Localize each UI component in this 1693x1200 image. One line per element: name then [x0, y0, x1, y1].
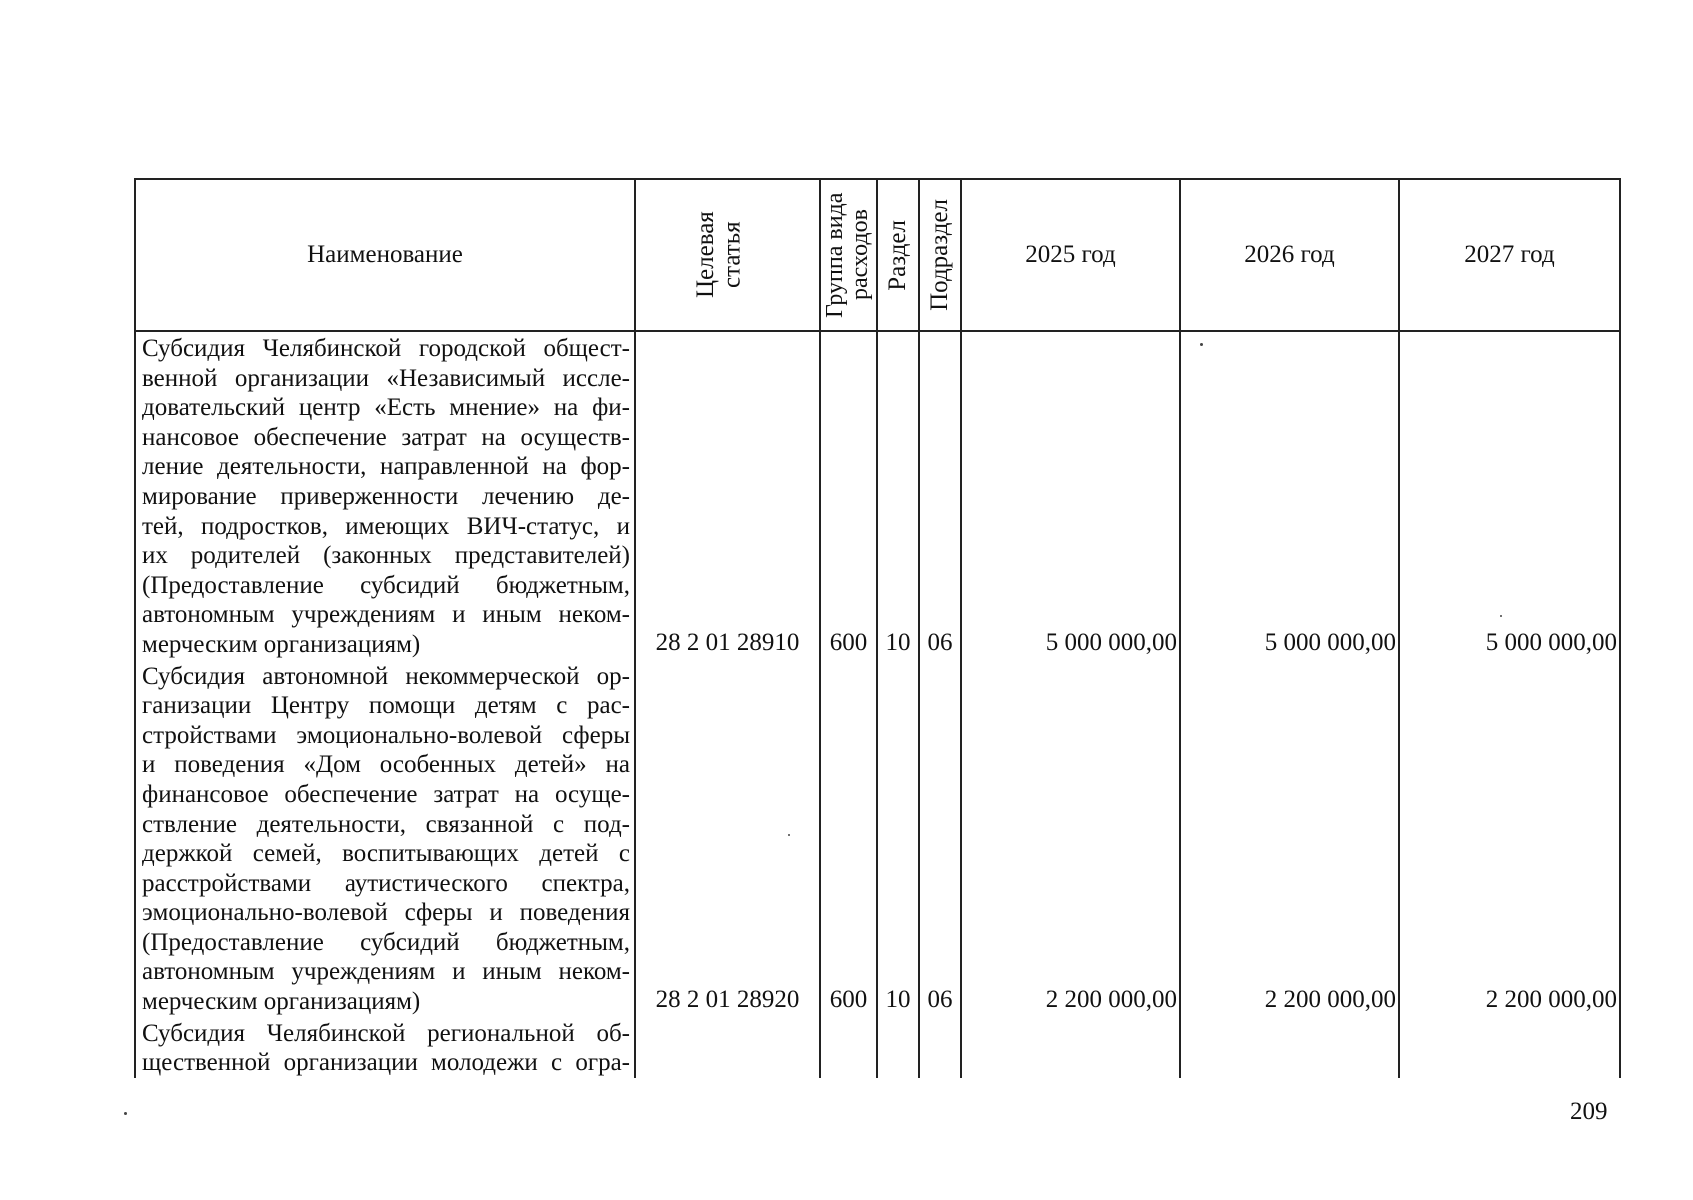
row-name-line: автономным учреждениям и иным неком-	[142, 958, 630, 986]
header-year-2025: 2025 год	[961, 179, 1180, 331]
row-name-line: мерческим организациям)	[142, 988, 421, 1016]
row-name	[135, 660, 635, 1017]
target-article-cell: 28 2 01 28910	[635, 331, 820, 660]
row-name-line: (Предоставление субсидий бюджетным,	[142, 928, 630, 956]
target-article-cell: 28 2 01 28920	[635, 660, 820, 1017]
row-name-line: венной организации «Независимый иссле-	[142, 364, 630, 392]
amount-2026-cell: 5 000 000,00	[1180, 331, 1399, 660]
row-name-line: стройствами эмоционально-волевой сферы	[142, 721, 630, 749]
scan-speck	[1200, 343, 1203, 346]
row-name-line: ление деятельности, направленной на фор-	[142, 453, 630, 481]
row-name-line: щественной организации молодежи с огра-	[142, 1049, 630, 1077]
expense-group-cell: 600	[820, 660, 877, 1017]
row-name-line: мерческим организациям)	[142, 630, 421, 658]
amount-2026-cell: 2 200 000,00	[1180, 660, 1399, 1017]
expense-group-cell: 600	[820, 331, 877, 660]
scan-speck	[1500, 615, 1502, 617]
subsection-cell	[919, 1017, 961, 1078]
amount-2027-cell	[1399, 1017, 1620, 1078]
row-name-line: тей, подростков, имеющих ВИЧ-статус, и	[142, 512, 630, 540]
table-row	[135, 660, 1620, 1017]
row-name-line: Субсидия Челябинской городской общест-	[142, 335, 630, 362]
row-name	[135, 1017, 635, 1078]
row-name-line: ганизации Центру помощи детям с рас-	[142, 692, 630, 720]
header-year-2027: 2027 год	[1399, 179, 1620, 331]
row-name-line: ствление деятельности, связанной с под-	[142, 810, 630, 838]
row-name-line: автономным учреждениям и иным неком-	[142, 601, 630, 629]
expense-group-cell	[820, 1017, 877, 1078]
header-year-2026: 2026 год	[1180, 179, 1399, 331]
amount-2026-cell	[1180, 1017, 1399, 1078]
row-name-line: финансовое обеспечение затрат на осуще-	[142, 780, 630, 808]
target-article-cell	[635, 1017, 820, 1078]
table-row	[135, 331, 1620, 660]
header-subsection: Подраздел	[919, 179, 961, 331]
row-name-line: довательский центр «Есть мнение» на фи-	[142, 394, 630, 422]
header-target-article: Целевая статья	[635, 179, 820, 331]
amount-2025-cell	[961, 1017, 1180, 1078]
budget-table	[134, 178, 1621, 1078]
table-header-row	[135, 179, 1620, 331]
row-name-line: (Предоставление субсидий бюджетным,	[142, 571, 630, 599]
amount-2025-cell: 5 000 000,00	[961, 331, 1180, 660]
scan-speck	[124, 1112, 127, 1115]
subsection-cell: 06	[919, 660, 961, 1017]
section-cell: 10	[877, 331, 919, 660]
row-name-line: их родителей (законных представителей)	[142, 542, 630, 570]
amount-2027-cell: 2 200 000,00	[1399, 660, 1620, 1017]
row-name-line: Субсидия автономной некоммерческой ор-	[142, 662, 630, 690]
row-name-line: держкой семей, воспитывающих детей с	[142, 840, 630, 868]
section-cell	[877, 1017, 919, 1078]
row-name-line: эмоционально-волевой сферы и поведения	[142, 899, 630, 927]
row-name-line: мирование приверженности лечению де-	[142, 482, 630, 510]
row-name-line: и поведения «Дом особенных детей» на	[142, 751, 630, 779]
header-name: Наименование	[135, 179, 635, 331]
row-name-line: нансовое обеспечение затрат на осуществ-	[142, 423, 630, 451]
scan-speck	[788, 834, 790, 836]
amount-2027-cell: 5 000 000,00	[1399, 331, 1620, 660]
amount-2025-cell: 2 200 000,00	[961, 660, 1180, 1017]
row-name-line: Субсидия Челябинской региональной об-	[142, 1019, 630, 1047]
row-name-line: расстройствами аутистического спектра,	[142, 869, 630, 897]
header-expense-group: Группа вида расходов	[820, 179, 877, 331]
table-row	[135, 1017, 1620, 1078]
header-section: Раздел	[877, 179, 919, 331]
row-name	[135, 331, 635, 660]
subsection-cell: 06	[919, 331, 961, 660]
section-cell: 10	[877, 660, 919, 1017]
page-number: 209	[1570, 1098, 1608, 1125]
